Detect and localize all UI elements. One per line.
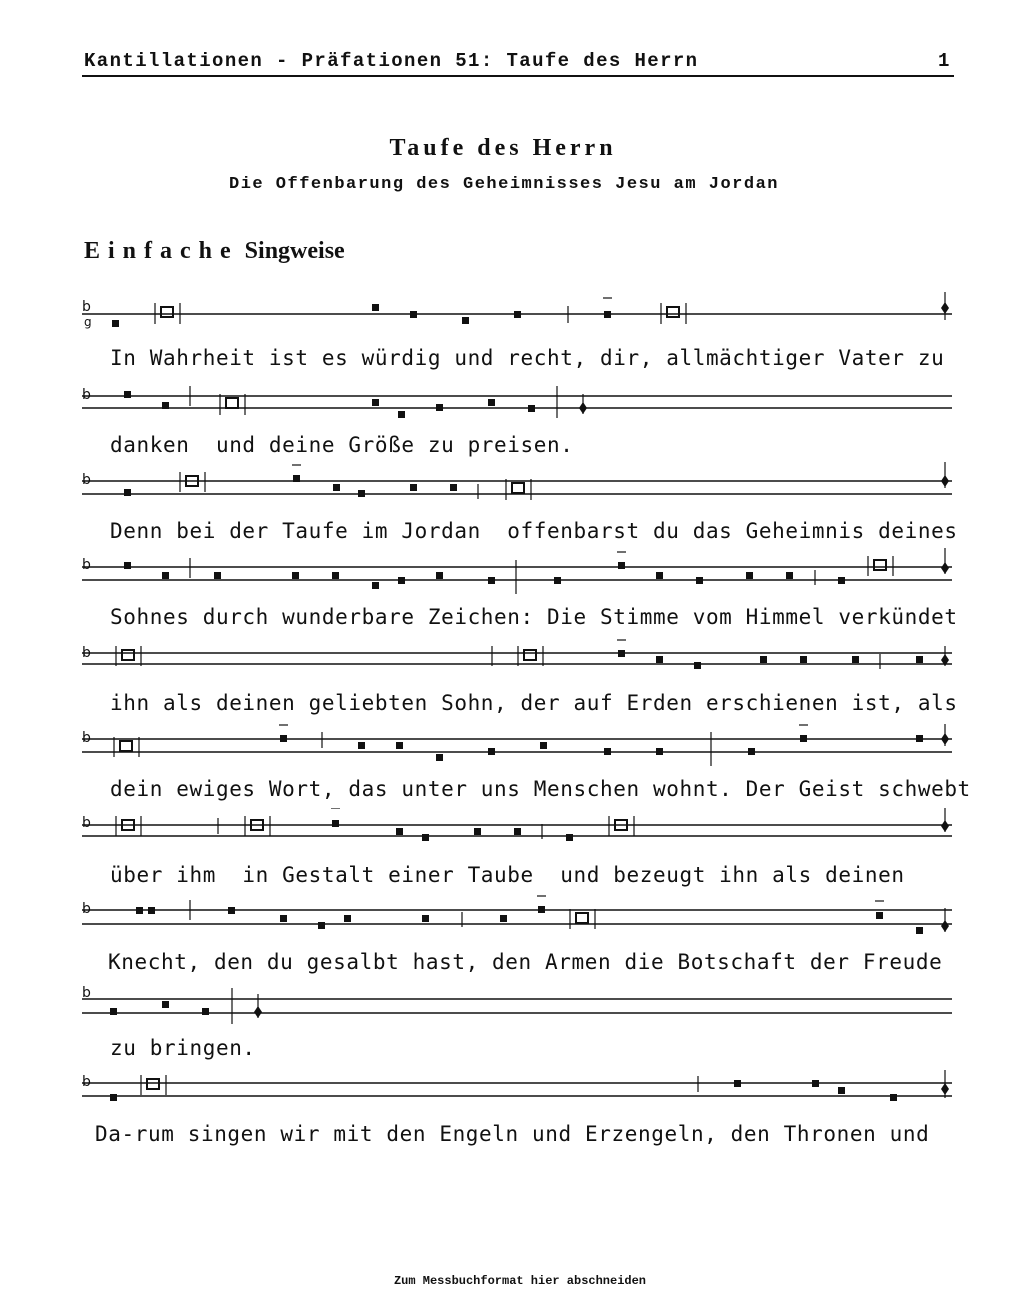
page-number: 1: [938, 50, 950, 72]
staff-notation: [0, 808, 1026, 868]
staff-notation: [0, 982, 1026, 1042]
chant-staff: [0, 636, 1026, 696]
lyric-line: über ihm in Gestalt einer Taube und bezeugt ihn als deinen: [110, 863, 905, 887]
lyric-line: danken und deine Größe zu preisen.: [110, 433, 574, 457]
flat-clef: b: [82, 557, 91, 573]
flat-clef: b: [82, 730, 91, 746]
lyric-line: Da-rum singen wir mit den Engeln und Erzengeln, den Thronen und: [95, 1122, 930, 1146]
flat-clef: b: [82, 472, 91, 488]
lyric-line: ihn als deinen geliebten Sohn, der auf Erden erschienen ist, als: [110, 691, 958, 715]
flat-clef: b: [82, 985, 91, 1001]
staff-notation: [0, 462, 1026, 522]
section-heading-word-1: Einfache: [84, 238, 239, 264]
lyric-line: Denn bei der Taufe im Jordan offenbarst du das Geheimnis deines: [110, 519, 958, 543]
flat-clef: b: [82, 645, 91, 661]
document-title: Taufe des Herrn: [389, 135, 617, 161]
staff-notation: [0, 290, 1026, 350]
lyric-line: Knecht, den du gesalbt hast, den Armen die Botschaft der Freude: [108, 950, 943, 974]
flat-clef: b: [82, 1074, 91, 1090]
g-clef-marker: g: [84, 315, 92, 329]
chant-staff: [0, 462, 1026, 522]
section-heading-word-2: Singweise: [244, 238, 345, 264]
lyric-line: Sohnes durch wunderbare Zeichen: Die Stimme vom Himmel verkündet: [110, 605, 958, 629]
cut-line-note: Zum Messbuchformat hier abschneiden: [393, 1274, 647, 1288]
running-header: Kantillationen - Präfationen 51: Taufe des Herrn: [84, 50, 699, 72]
flat-clef: b: [82, 387, 91, 403]
chant-staff: [0, 720, 1026, 780]
lyric-line: In Wahrheit ist es würdig und recht, dir, allmächtiger Vater zu: [110, 346, 945, 370]
chant-staff: [0, 548, 1026, 608]
section-heading: [84, 238, 345, 265]
flat-clef: b: [82, 299, 91, 315]
staff-notation: [0, 892, 1026, 952]
chant-staff: [0, 982, 1026, 1042]
chant-staff: [0, 1066, 1026, 1126]
staff-notation: [0, 548, 1026, 608]
flat-clef: b: [82, 901, 91, 917]
document-subtitle: Die Offenbarung des Geheimnisses Jesu am Jordan: [229, 175, 779, 194]
staff-notation: [0, 720, 1026, 780]
lyric-line: zu bringen.: [110, 1036, 256, 1060]
chant-staff: [0, 378, 1026, 438]
flat-clef: b: [82, 815, 91, 831]
staff-notation: [0, 1066, 1026, 1126]
staff-notation: [0, 636, 1026, 696]
chant-staff: [0, 808, 1026, 868]
lyric-line: dein ewiges Wort, das unter uns Menschen wohnt. Der Geist schwebt: [110, 777, 971, 801]
chant-staff: [0, 892, 1026, 952]
header-rule: [82, 75, 954, 77]
chant-staff: [0, 290, 1026, 350]
staff-notation: [0, 378, 1026, 438]
